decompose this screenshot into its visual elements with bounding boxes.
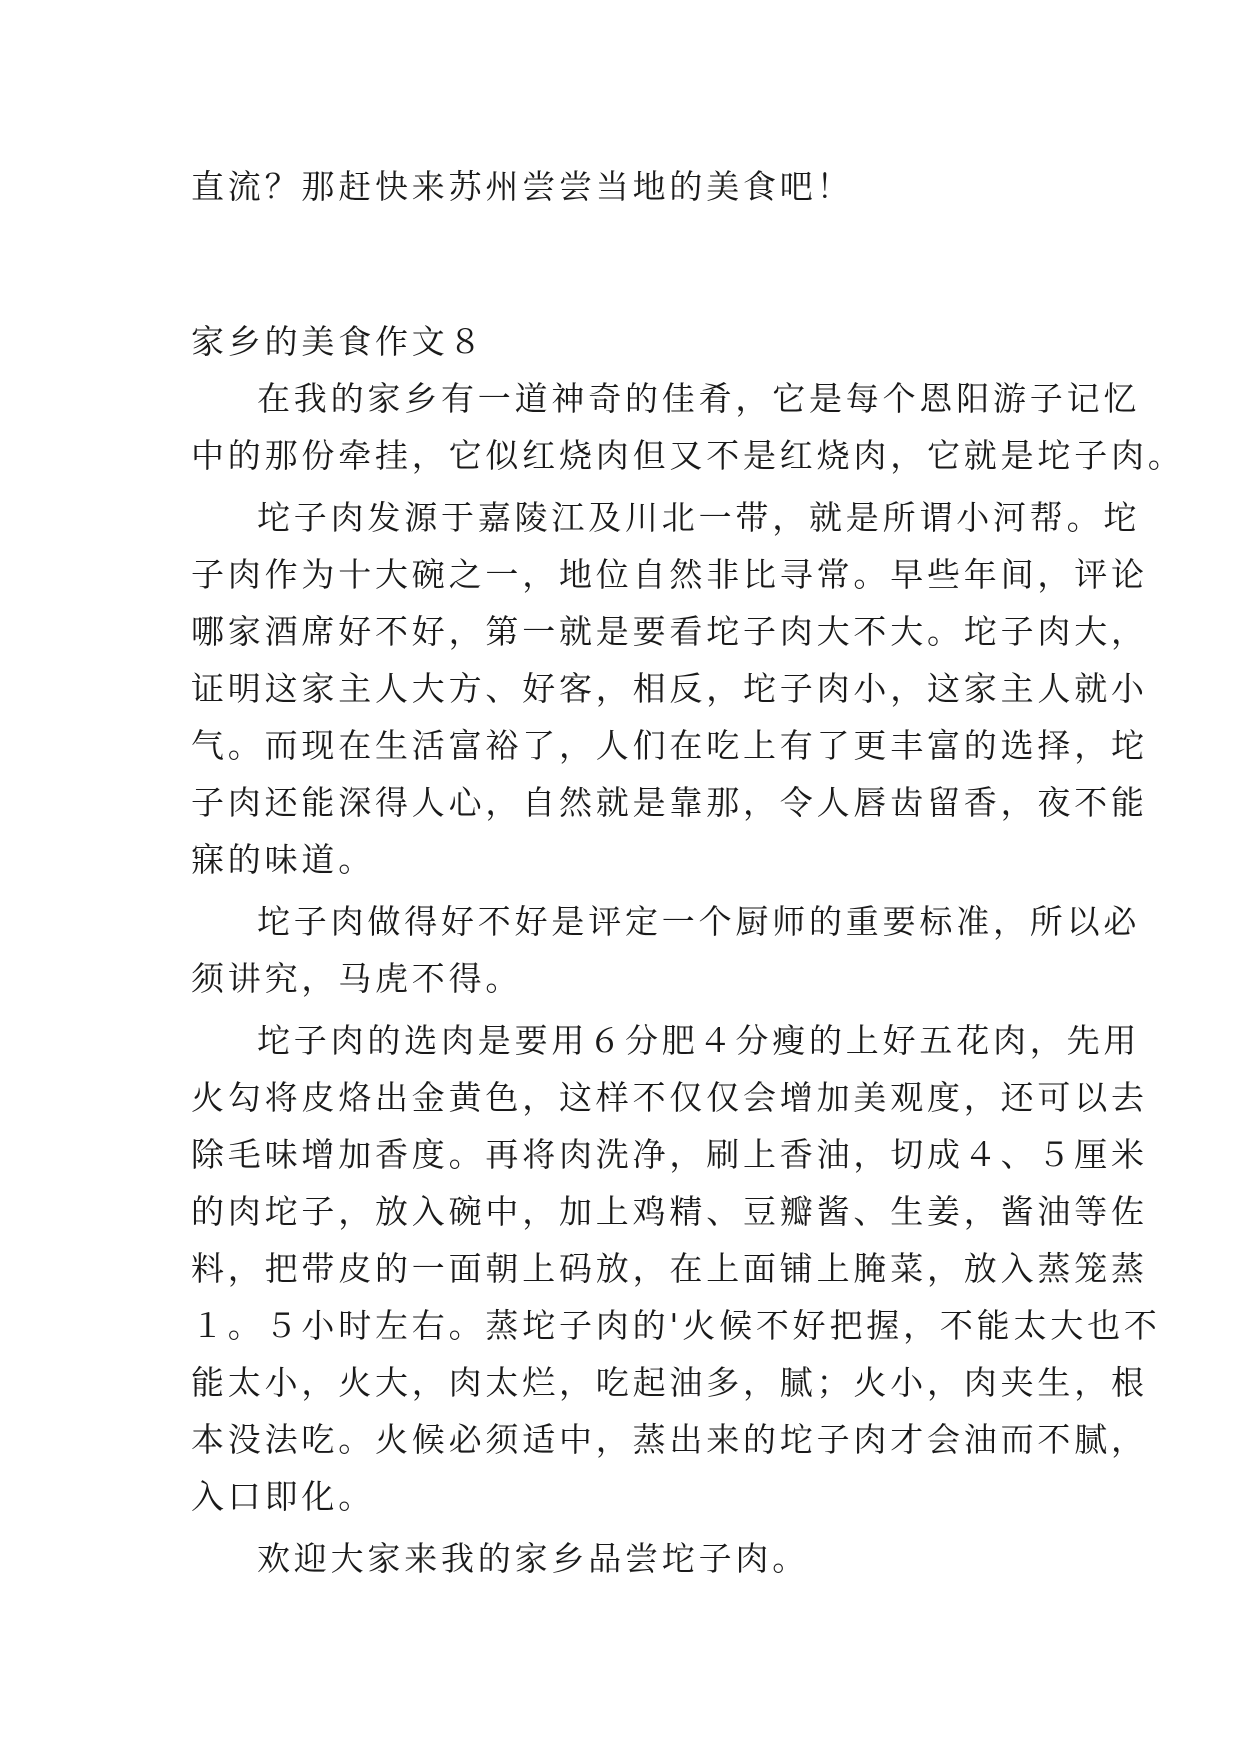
paragraph-line: 坨子肉发源于嘉陵江及川北一带，就是所谓小河帮。坨 [257,498,1141,537]
paragraph-line: 的肉坨子，放入碗中，加上鸡精、豆瓣酱、生姜，酱油等佐 [191,1192,1148,1231]
paragraph-line: 子肉作为十大碗之一，地位自然非比寻常。早些年间，评论 [191,555,1148,594]
paragraph-line: 坨子肉做得好不好是评定一个厨师的重要标准，所以必 [257,902,1141,941]
paragraph-4 [191,1012,1161,1525]
paragraph-line: １。５小时左右。蒸坨子肉的'火候不好把握，不能太大也不 [191,1306,1161,1345]
paragraph-line: 火勾将皮烙出金黄色，这样不仅仅会增加美观度，还可以去 [191,1078,1148,1117]
paragraph-line: 除毛味增加香度。再将肉洗净，刷上香油，切成４、５厘米 [191,1135,1148,1174]
opening-line: 直流？那赶快来苏州尝尝当地的美食吧！ [191,167,854,206]
paragraph-line: 寐的味道。 [191,840,375,879]
paragraph-line: 本没法吃。火候必须适中，蒸出来的坨子肉才会油而不腻， [191,1420,1148,1459]
paragraph-5 [191,1530,1071,1587]
paragraph-1 [191,370,1185,484]
paragraph-line: 欢迎大家来我的家乡品尝坨子肉。 [257,1539,809,1578]
document-body [191,158,1185,1587]
paragraph-line: 中的那份牵挂，它似红烧肉但又不是红烧肉，它就是坨子肉。 [191,436,1185,475]
paragraph-line: 在我的家乡有一道神奇的佳肴，它是每个恩阳游子记忆 [257,379,1141,418]
paragraph-line: 坨子肉的选肉是要用６分肥４分瘦的上好五花肉，先用 [257,1021,1141,1060]
paragraph-line: 证明这家主人大方、好客，相反，坨子肉小，这家主人就小 [191,669,1148,708]
paragraph-line: 料，把带皮的一面朝上码放，在上面铺上腌菜，放入蒸笼蒸 [191,1249,1148,1288]
paragraph-line: 哪家酒席好不好，第一就是要看坨子肉大不大。坨子肉大， [191,612,1148,651]
paragraph-line: 能太小，火大，肉太烂，吃起油多，腻；火小，肉夹生，根 [191,1363,1148,1402]
section-spacer [191,215,1071,313]
paragraph-line: 气。而现在生活富裕了，人们在吃上有了更丰富的选择，坨 [191,726,1148,765]
paragraph-line: 子肉还能深得人心，自然就是靠那，令人唇齿留香，夜不能 [191,783,1148,822]
paragraph-2 [191,489,1148,888]
paragraph-line: 入口即化。 [191,1477,375,1516]
paragraph-line: 须讲究，马虎不得。 [191,959,523,998]
essay-heading: 家乡的美食作文８ [191,322,486,361]
paragraph-3 [191,893,1141,1007]
